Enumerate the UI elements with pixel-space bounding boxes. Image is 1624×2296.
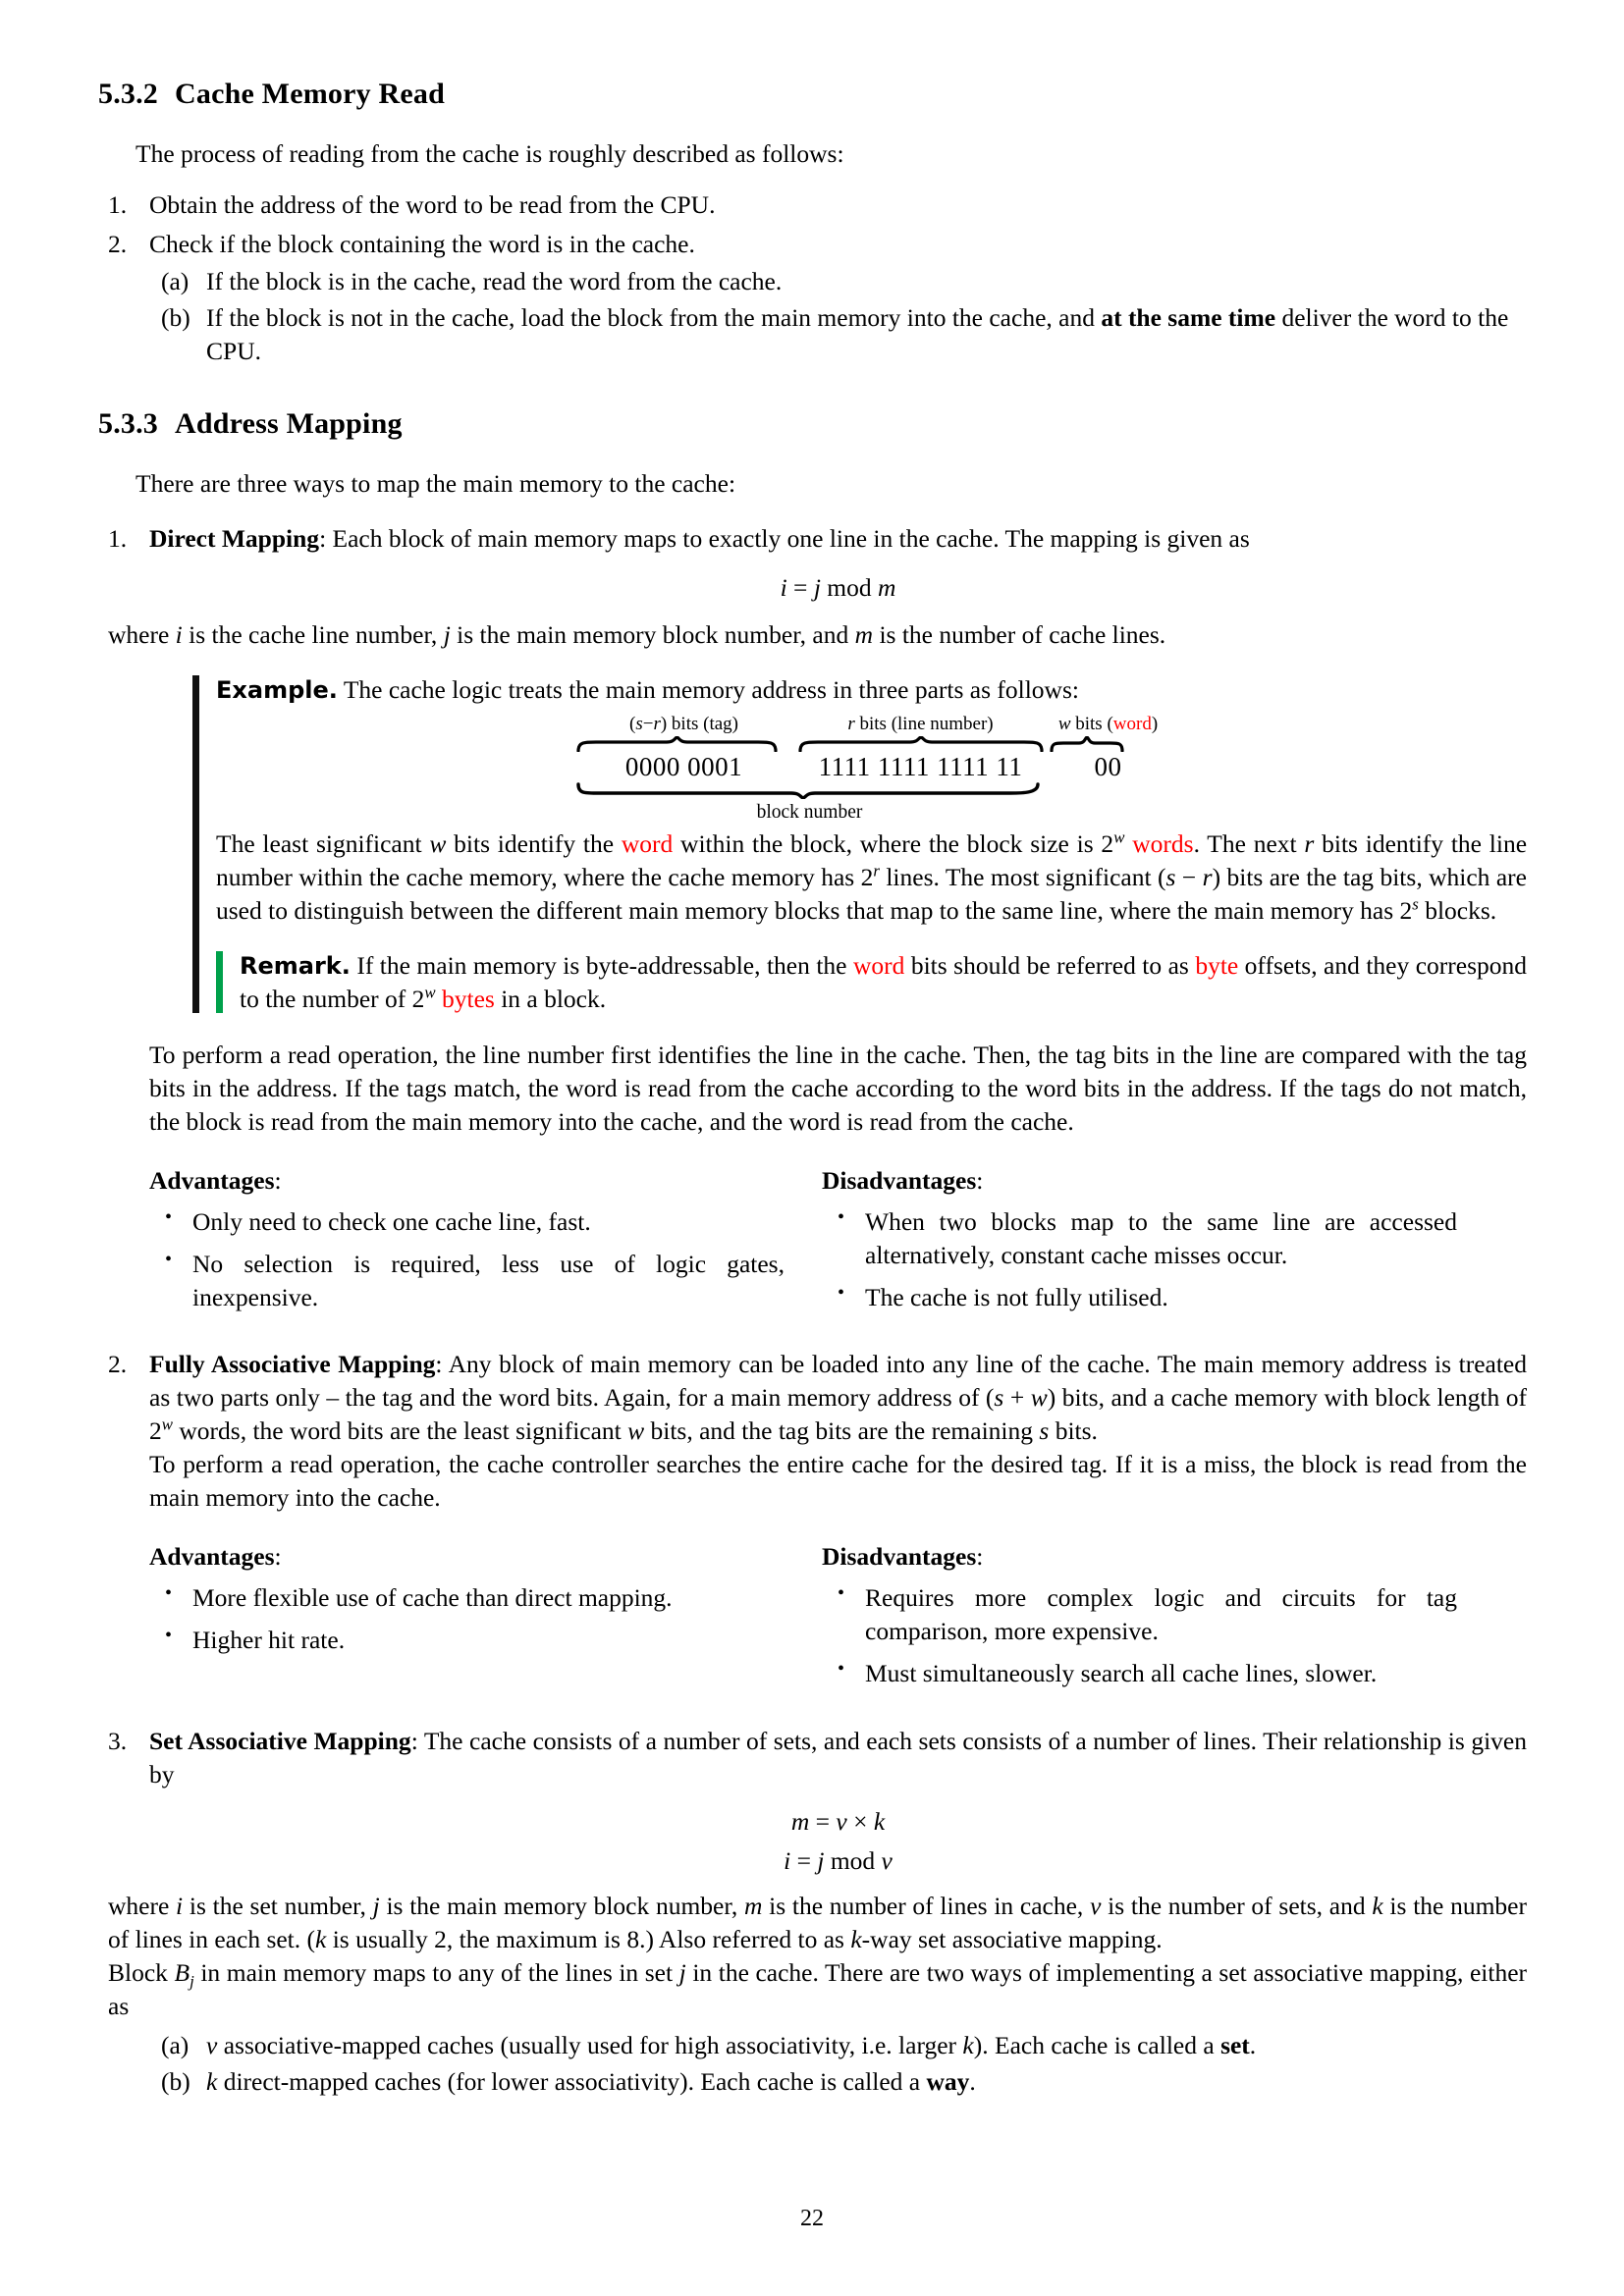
section-532-intro: The process of reading from the cache is roughly described as follows: — [135, 139, 844, 168]
cache-read-steps — [98, 188, 1527, 368]
list-item: • Must simultaneously search all cache lines, slower. — [822, 1657, 1457, 1690]
list-item — [149, 265, 1527, 298]
disadvantages-heading — [822, 1164, 1457, 1197]
list-item: • When two blocks map to the same line are accessed alternatively, constant cache misses occur. — [822, 1205, 1457, 1272]
list-marker: 2. — [108, 229, 128, 258]
list-item: • Only need to check one cache line, fast. — [149, 1205, 785, 1239]
example-text: The cache logic treats the main memory address in three parts as follows: — [343, 675, 1079, 705]
list-item — [149, 2065, 1527, 2099]
advantages-heading — [149, 1164, 785, 1197]
page-content — [98, 77, 1527, 2099]
subitem-post: . — [1249, 2030, 1257, 2059]
fully-associative-pros-cons — [149, 1540, 1494, 1690]
example-words-red: words — [1132, 828, 1194, 858]
example-first-line — [216, 673, 1527, 707]
remark-red-byte: byte — [1195, 950, 1239, 980]
cache-read-substeps — [149, 265, 1527, 368]
advantages-heading-label: Advantages — [149, 1166, 275, 1196]
bitfield-group-line — [798, 736, 1044, 781]
substep-bold-emphasis: at the same time — [1101, 302, 1276, 332]
direct-disadvantages-list — [822, 1205, 1457, 1314]
example-bar — [192, 675, 199, 1013]
section-533-intro: There are three ways to map the main memory to the cache: — [135, 469, 736, 499]
list-item: • More flexible use of cache than direct mapping. — [149, 1581, 785, 1615]
list-item-text: Check if the block containing the word is in the cache. — [149, 229, 695, 258]
section-title-532: Cache Memory Read — [175, 78, 445, 110]
example-paragraph: The least significant w bits identify the word within the block, where the block size is 2$^w$ words. The next r bits identify the line number within the cache memory, where the cache memory has 2$^r$ lines. The most significant (s − r) bits are the tag bits, which are used to distinguish between the different main memory blocks that map to the same line, where the main memory has 2$^s$ blocks. — [216, 828, 1528, 925]
list-marker: (a) — [161, 266, 189, 295]
list-marker: 2. — [108, 1350, 128, 1379]
brace-word-icon — [1050, 736, 1167, 752]
section-title-533: Address Mapping — [175, 407, 403, 441]
section-heading-533 — [98, 406, 1527, 442]
bitfield-label-line: r bits (line number) — [847, 713, 994, 734]
bitfield-label-word: w bits (word) — [1057, 713, 1159, 734]
remark-bar — [216, 951, 223, 1014]
bitfield-bits-word: 00 — [1094, 751, 1122, 781]
direct-mapping-lead-text: : Each block of main memory maps to exactly one line in the cache. The mapping is given as — [319, 524, 1250, 554]
example-callout — [192, 673, 1527, 1015]
direct-mapping-where: where i is the cache line number, j is the main memory block number, and m is the number of cache lines. — [108, 620, 1166, 650]
page-number: 22 — [800, 2206, 824, 2231]
substep-text-before: If the block is not in the cache, load the block from the main memory into the cache, and — [206, 302, 1102, 332]
remark-red-bytes: bytes — [441, 984, 495, 1013]
remark-exponent: w — [424, 983, 436, 1002]
list-item-set-associative — [98, 1725, 1527, 2098]
direct-mapping-formula: i = j mod m — [780, 573, 896, 603]
remark-label: Remark. — [240, 951, 351, 980]
list-item-direct-mapping — [98, 522, 1527, 1314]
list-marker: (b) — [161, 302, 190, 332]
list-item — [149, 301, 1527, 368]
direct-mapping-pros-cons — [149, 1164, 1494, 1314]
list-item-text: k direct-mapped caches (for lower associativity). Each cache is called a way. — [206, 2066, 976, 2096]
list-item: • No selection is required, less use of logic gates, inexpensive. — [149, 1248, 785, 1314]
fully-associative-paragraph-1: Fully Associative Mapping: Any block of main memory can be loaded into any line of the cache. The main memory address is treated as two parts only – the tag and the word bits. Again, for a main memory address of (s + w) bits, and a cache memory with block length of 2$^w$ words, the word bits are the least significant w bits, and the tag bits are the remaining s bits. — [149, 1350, 1527, 1445]
brace-block-number-icon — [576, 782, 1044, 799]
set-associative-formula-1: m = v × k — [790, 1807, 886, 1837]
address-bitfield-diagram — [216, 715, 1527, 826]
example-word-red-1: word — [621, 828, 674, 858]
subitem-bold-set: set — [1220, 2030, 1250, 2059]
advantages-heading-colon: : — [274, 1541, 282, 1571]
list-marker: 1. — [108, 189, 128, 219]
list-marker: 1. — [108, 524, 128, 554]
list-item: • Requires more complex logic and circuits for tag comparison, more expensive. — [822, 1581, 1457, 1648]
set-associative-subitems — [149, 2029, 1527, 2099]
bitfield-group-word — [1050, 736, 1167, 781]
disadvantages-heading — [822, 1540, 1457, 1573]
list-item — [149, 2029, 1527, 2062]
brace-line-icon — [798, 736, 1044, 752]
direct-disadvantages-column — [822, 1164, 1494, 1314]
section-heading-532 — [98, 77, 1527, 112]
list-marker: (b) — [161, 2066, 190, 2096]
disadvantages-heading-label: Disadvantages — [822, 1541, 977, 1571]
list-marker: (a) — [161, 2030, 189, 2059]
bitfield-labels — [576, 715, 1167, 735]
substep-text-after: deliver the word to the CPU. — [206, 302, 1509, 365]
disadvantages-heading-colon: : — [976, 1166, 984, 1196]
section-number-532: 5.3.2 — [98, 78, 158, 110]
fully-associative-paragraph-2: To perform a read operation, the cache controller searches the entire cache for the desired tag. If it is a miss, the block is read from the main memory into the cache. — [149, 1449, 1527, 1512]
remark-text-5: in a block. — [494, 984, 607, 1013]
direct-mapping-read-operation: To perform a read operation, the line number first identifies the line in the cache. Then, the tag bits in the line are compared with the tag bits in the address. If the tags match, the word is read from the cache according to the word bits in the address. If the tags do not match, the block is read from the main memory into the cache, and the word is read from the cache. — [149, 1041, 1527, 1137]
bitfield-bits-line: 1111 1111 1111 11 — [818, 751, 1023, 781]
bitfield-bits-tag: 0000 0001 — [624, 751, 743, 781]
list-item-text: If the block is in the cache, read the word from the cache. — [206, 266, 783, 295]
set-associative-formula-2: i = j mod v — [784, 1846, 893, 1876]
remark-text-1: If the main memory is byte-addressable, then the — [356, 950, 853, 980]
list-item-text: Obtain the address of the word to be read from the CPU. — [149, 189, 716, 219]
advantages-heading-colon: : — [274, 1166, 282, 1196]
set-associative-lead-text: : The cache consists of a number of sets, and each sets consists of a number of lines. Their relationship is given by — [149, 1727, 1528, 1789]
list-item-text: v associative-mapped caches (usually used for high associativity, i.e. larger k). Each cache is called a set. — [206, 2030, 1257, 2059]
fully-associative-label: Fully Associative Mapping — [149, 1350, 436, 1379]
direct-mapping-lead — [149, 522, 1527, 556]
remark-callout — [216, 949, 1527, 1016]
advantages-heading — [149, 1540, 785, 1573]
set-associative-where: where i is the set number, j is the main memory block number, m is the number of lines in cache, v is the number of sets, and k is the number of lines in each set. (k is usually 2, the maximum is 8.) Also referred to as k-way set associative mapping. — [108, 1892, 1527, 1953]
remark-text-2: bits should be referred to as — [904, 950, 1196, 980]
address-mapping-list — [98, 522, 1527, 2098]
fa-disadvantages-column — [822, 1540, 1494, 1690]
bitfield-label-tag: (s−r) bits (tag) — [628, 713, 738, 734]
list-marker: 3. — [108, 1727, 128, 1756]
set-associative-lead — [149, 1725, 1527, 1791]
bitfield-groups — [576, 736, 1167, 781]
fa-advantages-column — [149, 1540, 822, 1690]
list-item-text — [206, 301, 1527, 368]
bitfield-block-number-label: block number — [756, 802, 863, 824]
direct-mapping-label: Direct Mapping — [149, 524, 320, 554]
section-number-533: 5.3.3 — [98, 407, 158, 441]
remark-text-3: offsets, and they correspond to the number of 2 — [240, 950, 1527, 1013]
subitem-post: . — [969, 2066, 976, 2096]
disadvantages-heading-colon: : — [976, 1541, 984, 1571]
advantages-heading-label: Advantages — [149, 1541, 275, 1571]
direct-advantages-list — [149, 1205, 785, 1314]
remark-body — [240, 949, 1527, 1016]
list-item — [98, 188, 1527, 222]
list-item: • Higher hit rate. — [149, 1624, 785, 1657]
bitfield-label-word-red: word — [1112, 713, 1152, 734]
subitem-bold-way: way — [926, 2066, 970, 2096]
list-item-fully-associative — [98, 1348, 1527, 1689]
brace-tag-icon — [576, 736, 792, 752]
direct-advantages-column — [149, 1164, 822, 1314]
bitfield-group-tag — [576, 736, 792, 781]
list-item: • The cache is not fully utilised. — [822, 1281, 1457, 1314]
fa-advantages-list — [149, 1581, 785, 1657]
remark-red-word: word — [852, 950, 905, 980]
set-associative-block-mapping: Block $B_j$ in main memory maps to any of the lines in set j in the cache. There are two ways of implementing a set associative mapping, either as — [108, 1957, 1528, 2020]
disadvantages-heading-label: Disadvantages — [822, 1166, 977, 1196]
list-item — [98, 228, 1527, 368]
set-associative-label: Set Associative Mapping — [149, 1727, 411, 1756]
example-label: Example. — [216, 676, 338, 705]
fa-disadvantages-list — [822, 1581, 1457, 1690]
